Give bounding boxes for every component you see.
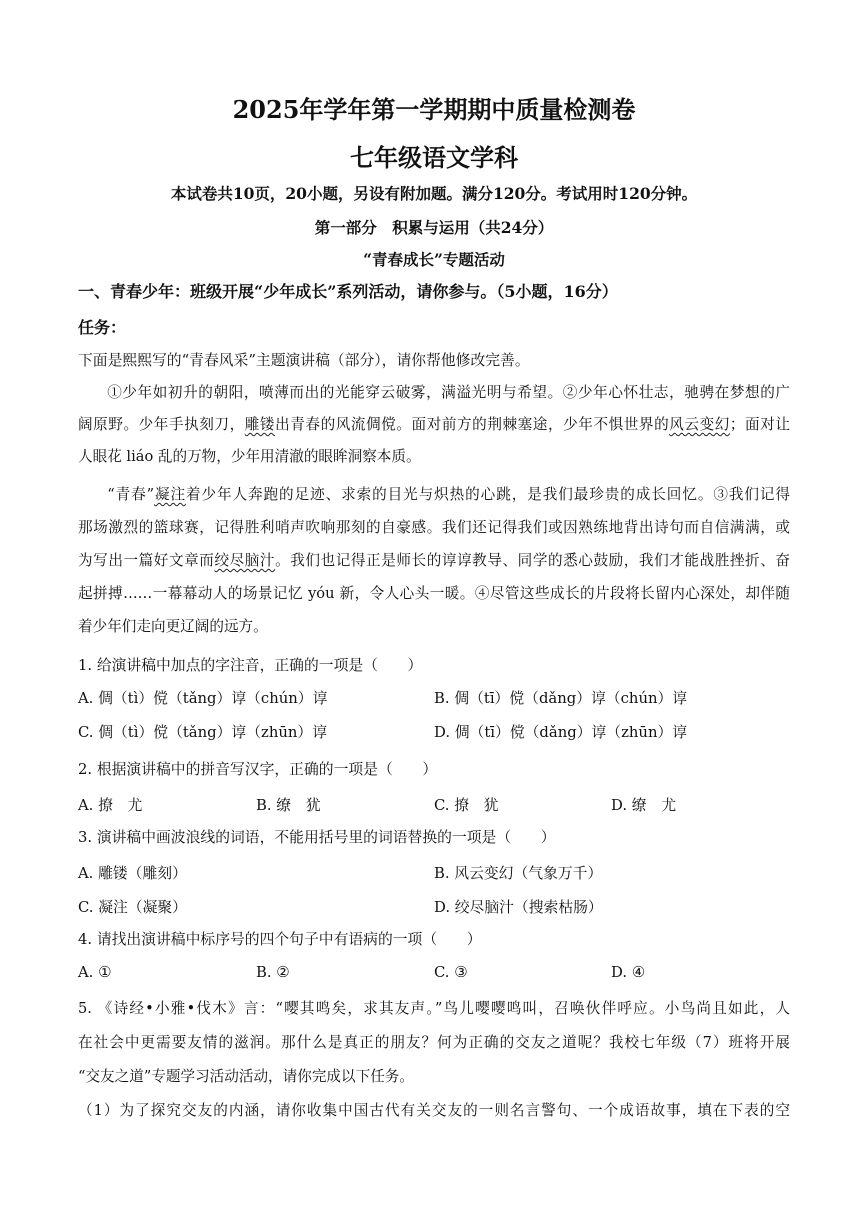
speech-p2-line3: 为写出一篇好文章而绞尽脑汁。我们也记得正是师长的谆谆教导、同学的悉心鼓励，我们才能战胜挫折、奋	[78, 552, 790, 569]
q1-option-b[interactable]: B. 倜（tī）傥（dǎng）谆（chún）谆	[434, 690, 688, 707]
wavy-word-diaolou: 雕镂	[244, 416, 276, 433]
q1-option-d[interactable]: D. 倜（tī）傥（dǎng）谆（zhūn）谆	[434, 724, 688, 741]
part-heading: 第一部分 积累与运用（共24分）	[314, 218, 554, 237]
q5-line2: 在社会中更需要友情的滋润。那什么是真正的朋友？何为正确的交友之道呢？我校七年级（7）班将开展	[78, 1034, 790, 1051]
q1-option-c[interactable]: C. 倜（tì）傥（tǎng）谆（zhūn）谆	[78, 724, 328, 741]
task-intro: 下面是熙熙写的“青春风采”主题演讲稿（部分），请你帮他修改完善。	[78, 352, 530, 369]
q5-line3: “交友之道”专题学习活动活动，请你完成以下任务。	[78, 1068, 414, 1085]
wavy-word-jiaojinnaozhi: 绞尽脑汁	[214, 552, 276, 569]
q3-option-c[interactable]: C. 凝注（凝聚）	[78, 899, 187, 916]
q2-option-b[interactable]: B. 缭 犹	[256, 797, 321, 814]
q3-stem: 3. 演讲稿中画波浪线的词语，不能用括号里的词语替换的一项是（ ）	[78, 829, 556, 846]
theme-heading: “青春成长”专题活动	[363, 250, 505, 269]
q2-option-a[interactable]: A. 撩 尤	[78, 797, 143, 814]
speech-p2-line4: 起拼搏……一幕幕动人的场景记忆 yóu 新，令人心头一暖。④尽管这些成长的片段将长留内心深处，却伴随	[78, 585, 790, 602]
q3-option-b[interactable]: B. 风云变幻（气象万千）	[434, 865, 603, 882]
q2-option-d[interactable]: D. 缭 尤	[611, 797, 677, 814]
speech-p1-line3: 人眼花 liáo 乱的万物，少年用清澈的眼眸洞察本质。	[78, 448, 421, 465]
exam-title: 2025年学年第一学期期中质量检测卷	[232, 95, 636, 124]
wavy-word-ningzhu: 凝注	[154, 486, 186, 503]
wavy-word-fengyunbianhuan: 风云变幻	[669, 416, 730, 433]
speech-p1-line1: ①少年如初升的朝阳，喷薄而出的光能穿云破雾，满溢光明与希望。②少年心怀壮志，驰骋在梦想的广	[107, 384, 790, 401]
q1-stem: 1. 给演讲稿中加点的字注音，正确的一项是（ ）	[78, 657, 423, 674]
q3-option-d[interactable]: D. 绞尽脑汁（搜索枯肠）	[434, 899, 603, 916]
speech-p2-line2: 那场激烈的篮球赛，记得胜利哨声吹响那刻的自豪感。我们还记得我们或因熟练地背出诗句而自信满满，或	[78, 519, 790, 536]
q1-option-a[interactable]: A. 倜（tì）傥（tǎng）谆（chún）谆	[78, 690, 328, 707]
q3-option-a[interactable]: A. 雕镂（雕刻）	[78, 865, 187, 882]
speech-p2-line1: “青春”凝注着少年人奔跑的足迹、求索的目光与炽热的心跳，是我们最珍贵的成长回忆。③我们记得	[107, 486, 790, 503]
q2-option-c[interactable]: C. 撩 犹	[434, 797, 499, 814]
exam-subject: 七年级语文学科	[350, 143, 518, 172]
q2-stem: 2. 根据演讲稿中的拼音写汉字，正确的一项是（ ）	[78, 761, 438, 778]
q5-line4: （1）为了探究交友的内涵，请你收集中国古代有关交友的一则名言警句、一个成语故事，填在下表的空	[78, 1102, 790, 1119]
speech-p2-line5: 着少年们走向更辽阔的远方。	[78, 618, 268, 635]
q4-option-c[interactable]: C. ③	[434, 964, 468, 981]
q4-option-b[interactable]: B. ②	[256, 964, 290, 981]
section-heading: 一、青春少年：班级开展“少年成长”系列活动，请你参与。（5小题，16分）	[78, 282, 618, 301]
q5-line1: 5. 《诗经•小雅•伐木》言：“嘤其鸣矣，求其友声。”鸟儿嘤嘤鸣叫，召唤伙伴呼应。小鸟尚且如此，人	[78, 1000, 790, 1017]
task-label: 任务：	[78, 318, 127, 337]
speech-p1-line2: 阔原野。少年手执刻刀，雕镂出青春的风流倜傥。面对前方的荆棘塞途，少年不惧世界的风云变幻；面对让	[78, 416, 790, 433]
q4-option-a[interactable]: A. ①	[78, 964, 112, 981]
q4-stem: 4. 请找出演讲稿中标序号的四个句子中有语病的一项（ ）	[78, 931, 482, 948]
q4-option-d[interactable]: D. ④	[611, 964, 646, 981]
exam-info: 本试卷共10页，20小题，另设有附加题。满分120分。考试用时120分钟。	[170, 184, 698, 203]
